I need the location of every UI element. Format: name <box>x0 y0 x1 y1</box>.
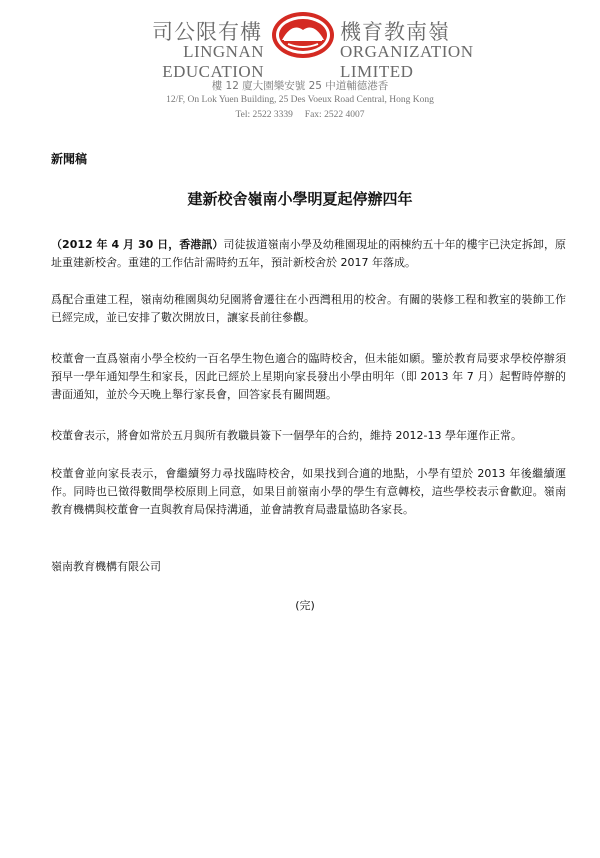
org-name-en-right: ORGANIZATION LIMITED <box>340 42 474 81</box>
org-name-cn-left: 司公限有構 <box>152 20 262 44</box>
press-release-label: 新聞稿 <box>51 152 88 166</box>
paragraph-2: 爲配合重建工程，嶺南幼稚園與幼兒園將會遷往在小西灣租用的校舍。有關的裝修工程和教室的裝飾工作已經完成，並已安排了數次開放日，讓家長前往參觀。 <box>51 293 566 324</box>
letterhead <box>0 0 600 130</box>
signature: 嶺南教育機構有限公司 <box>51 560 161 573</box>
end-mark: (完) <box>295 599 315 612</box>
paragraph-1-body: 司徒拔道嶺南小學及幼稚園現址的兩棟約五十年的樓宇已決定拆卸，原址重建新校舍。重建的工作估計需時約五年，預計新校舍於 2017 年落成。 <box>51 238 566 269</box>
paragraph-5: 校董會並向家長表示，會繼續努力尋找臨時校舍，如果找到合適的地點，小學有望於 2013 年後繼續運作。同時也已徵得數間學校原則上同意，如果目前嶺南小學的學生有意轉校，這些學校表示會歡迎。嶺南教育機構與校董會一直與教育局保持溝通，並會請教育局盡量協助各家長。 <box>51 467 566 516</box>
headline: 建新校舍嶺南小學明夏起停辦四年 <box>187 190 413 208</box>
org-name-cn-right: 機育教南嶺 <box>340 20 450 44</box>
address-en: 12/F, On Lok Yuen Building, 25 Des Voeux Road Central, Hong Kong <box>166 95 434 105</box>
paragraph-1 <box>51 236 566 272</box>
org-name-en-left: LINGNAN EDUCATION <box>162 42 264 81</box>
paragraph-4: 校董會表示，將會如常於五月與所有教職員簽下一個學年的合約，維持 2012-13 學年運作正常。 <box>51 429 522 442</box>
address-cn: 樓 12 廈大園樂安號 25 中道輔德港香 <box>211 80 389 92</box>
lingnan-logo-icon <box>270 10 336 60</box>
paragraph-3: 校董會一直爲嶺南小學全校約一百名學生物色適合的臨時校舍，但未能如願。鑒於教育局要求學校停辦須預早一學年通知學生和家長，因此已經於上星期向家長發出小學由明年（即 2013 年 7 月）起暫時停辦的書面通知，並於今天晚上舉行家長會，回答家長有關問題。 <box>51 352 566 401</box>
tel-fax: Tel: 2522 3339 Fax: 2522 4007 <box>235 110 365 120</box>
dateline: （2012 年 4 月 30 日，香港訊） <box>51 238 224 251</box>
